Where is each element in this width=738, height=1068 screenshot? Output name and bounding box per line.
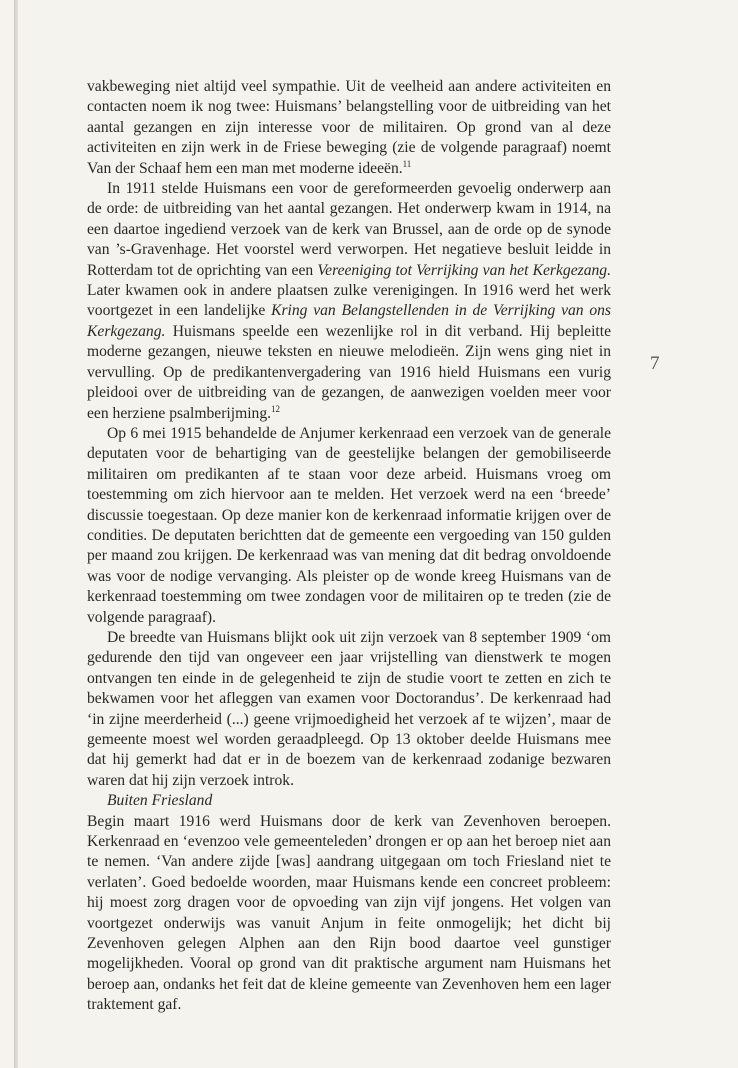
body-text xyxy=(87,77,611,1016)
paragraph-2 xyxy=(87,179,611,424)
paragraph-1-text: vakbeweging niet altijd veel sympathie. Uit de veelheid aan andere activiteiten en contacten noem ik nog twee: Huismans’ belangstelling voor de uitbreiding van het aantal gezangen en zijn interesse voor de militairen. Op grond van al deze activiteiten en zijn werk in de Friese beweging (zie de volgende paragraaf) noemt Van der Schaaf hem een man met moderne ideeën. xyxy=(87,78,611,177)
paragraph-5: Begin maart 1916 werd Huismans door de kerk van Zevenhoven beroepen. Kerkenraad en ‘evenzoo vele gemeenteleden’ drongen er op aan het beroep niet aan te nemen. ‘Van andere zijde [was] aandrang uitgegaan om toch Friesland niet te verlaten’. Goed bedoelde woorden, maar Huismans kende een concreet probleem: hij moest zorg dragen voor de opvoeding van zijn vijf jongens. Het volgen van voortgezet onderwijs was vanuit Anjum in feite onmogelijk; het dicht bij Zevenhoven gelegen Alphen aan den Rijn bood daartoe veel gunstiger mogelijkheden. Vooral op grond van dit praktische argument nam Huismans het beroep aan, ondanks het feit dat de kleine gemeente van Zevenhoven hem een lager traktement gaf. xyxy=(87,812,611,1014)
footnote-ref-12: 12 xyxy=(271,403,281,414)
binding-edge xyxy=(14,0,18,1068)
paragraph-2-text-e: Huismans speelde een wezenlijke rol in dit verband. Hij bepleitte moderne gezangen, nieuwe teksten en nieuwe melodieën. Zijn wens ging niet in vervulling. Op de predikantenvergadering van 1916 hield Huismans een vurig pleidooi over de uitbreiding van de gezangen, de aanwezigen voelden meer voor een herziene psalmberijming. xyxy=(87,322,611,422)
paragraph-2-italic-kring: Kring van Belangstellenden in de Verrijking van ons Kerkgezang. xyxy=(87,302,611,340)
paragraph-3: Op 6 mei 1915 behandelde de Anjumer kerkenraad een verzoek van de generale deputaten voor de behartiging van de geestelijke belangen der gemobiliseerde militairen om predikanten af te staan voor deze arbeid. Huismans vroeg om toestemming om zich hiervoor aan te melden. Het verzoek werd na een ‘breede’ discussie toegestaan. Op deze manier kon de kerkenraad informatie krijgen over de condities. De deputaten berichtten dat de gemeente een vergoeding van 150 gulden per maand zou krijgen. De kerkenraad was van mening dat dit bedrag onvoldoende was voor de nodige vervanging. Als pleister op de wonde kreeg Huismans van de kerkenraad toestemming om twee zondagen voor de militairen op te treden (zie de volgende paragraaf). xyxy=(87,424,611,626)
footnote-ref-11: 11 xyxy=(402,158,412,169)
section-heading: Buiten Friesland xyxy=(107,792,213,810)
paragraph-2-text-c: Later kwamen ook in andere plaatsen zulke verenigingen. In 1916 werd het werk voortgezet in een landelijke xyxy=(87,282,611,320)
paragraph-4: De breedte van Huismans blijkt ook uit zijn verzoek van 8 september 1909 ‘om gedurende den tijd van ongeveer een jaar vrijstelling van dienstwerk te mogen ontvangen ten einde in de gelegenheid te zijn de studie voort te zetten en zich te bekwamen voor het afleggen van examen voor Doctorandus’. De kerkenraad had ‘in zijne meerderheid (...) geene vrijmoedigheid het verzoek af te wijzen’, maar de gemeente moest wel worden geraadpleegd. Op 13 oktober deelde Huismans mee dat hij gemerkt had dat er in de boezem van de kerkenraad zodanige bezwaren waren dat hij zijn verzoek introk. xyxy=(87,628,611,789)
page-number: 7 xyxy=(650,353,660,374)
paragraph-1 xyxy=(87,77,611,179)
paragraph-2-italic-vereeniging: Vereeniging tot Verrijking van het Kerkgezang. xyxy=(317,261,611,279)
paragraph-2-text-a: In 1911 stelde Huismans een voor de gereformeerden gevoelig onderwerp aan de orde: de uitbreiding van het aantal gezangen. Het onderwerp kwam in 1914, na een daartoe ingediend verzoek van de kerk van Brussel, aan de orde op de synode van ’s-Gravenhage. Het voorstel werd verworpen. Het negatieve besluit leidde in Rotterdam tot de oprichting van een xyxy=(87,180,611,279)
